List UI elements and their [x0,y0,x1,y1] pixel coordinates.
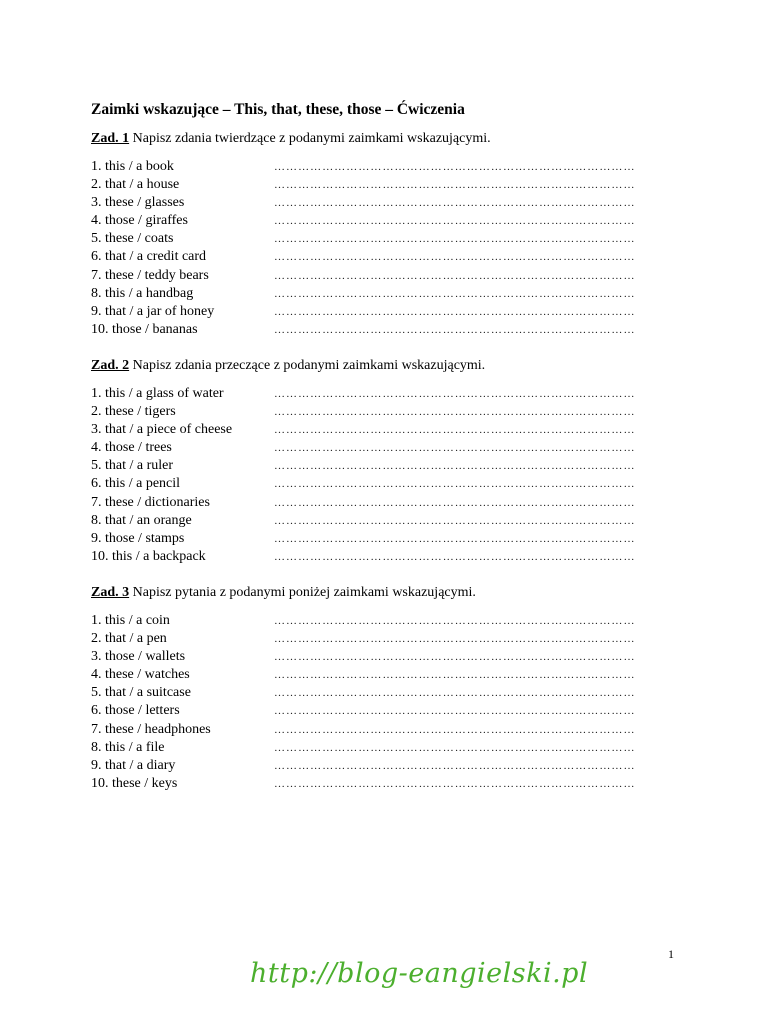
exercise-row [91,194,681,212]
answer-line[interactable]: ……………………………………………………………………………… [274,460,636,473]
item-prompt: 6. those / letters [91,703,180,719]
exercise-1 [91,129,681,339]
exercise-row [91,267,681,285]
exercise-row [91,385,681,403]
answer-line[interactable]: ……………………………………………………………………………… [274,615,636,627]
answer-line[interactable]: ……………………………………………………………………………… [274,669,636,682]
exercise-row [91,702,681,720]
exercise-row [91,158,681,176]
exercise-items [91,158,681,339]
answer-line[interactable]: ……………………………………………………………………………… [274,197,636,210]
item-prompt: 9. that / a diary [91,757,176,773]
exercise-row [91,648,681,666]
exercise-row [91,757,681,775]
answer-line[interactable]: ……………………………………………………………………………… [274,179,636,192]
item-prompt: 3. these / glasses [91,195,185,211]
exercise-instruction: Napisz zdania twierdzące z podanymi zaimkami wskazującymi. [129,131,491,146]
answer-line[interactable]: ……………………………………………………………………………… [274,305,636,318]
footer-website-link[interactable]: http://blog-eangielski.pl [250,958,589,989]
answer-line[interactable]: ……………………………………………………………………………… [274,424,636,437]
item-prompt: 8. that / an orange [91,512,192,528]
exercise-row [91,612,681,630]
answer-line[interactable]: ……………………………………………………………………………… [274,251,636,264]
exercise-items [91,612,681,793]
item-prompt: 4. those / trees [91,440,172,456]
exercise-items [91,385,681,566]
item-prompt: 9. that / a jar of honey [91,303,215,319]
item-prompt: 1. this / a glass of water [91,386,224,401]
answer-line[interactable]: ……………………………………………………………………………… [274,687,636,700]
answer-line[interactable]: ……………………………………………………………………………… [274,777,636,790]
answer-line[interactable]: ……………………………………………………………………………… [274,442,636,455]
answer-line[interactable]: ……………………………………………………………………………… [274,705,636,718]
answer-line[interactable]: ……………………………………………………………………………… [274,161,636,173]
exercise-row [91,775,681,793]
exercise-row [91,212,681,230]
exercise-instruction: Napisz pytania z podanymi poniżej zaimkami wskazującymi. [129,585,476,600]
exercise-row [91,548,681,566]
exercise-row [91,475,681,493]
item-prompt: 2. these / tigers [91,404,176,420]
item-prompt: 10. this / a backpack [91,548,206,564]
answer-line[interactable]: ……………………………………………………………………………… [274,287,636,300]
exercise-instruction: Napisz zdania przeczące z podanymi zaimkami wskazującymi. [129,358,486,373]
exercise-row [91,630,681,648]
answer-line[interactable]: ……………………………………………………………………………… [274,532,636,545]
item-prompt: 3. that / a piece of cheese [91,422,233,438]
answer-line[interactable]: ……………………………………………………………………………… [274,496,636,509]
exercise-heading [91,129,681,149]
exercise-row [91,321,681,339]
item-prompt: 6. that / a credit card [91,249,207,265]
item-prompt: 7. these / dictionaries [91,494,210,510]
exercise-row [91,421,681,439]
exercise-row [91,457,681,475]
exercise-row [91,230,681,248]
item-prompt: 7. these / headphones [91,721,211,737]
item-prompt: 1. this / a coin [91,613,170,628]
answer-line[interactable]: ……………………………………………………………………………… [274,388,636,400]
exercise-label: Zad. 2 [91,358,130,373]
answer-line[interactable]: ……………………………………………………………………………… [274,723,636,736]
item-prompt: 8. this / a handbag [91,285,194,301]
exercise-heading [91,583,681,603]
answer-line[interactable]: ……………………………………………………………………………… [274,651,636,664]
exercise-row [91,285,681,303]
item-prompt: 1. this / a book [91,159,174,174]
answer-line[interactable]: ……………………………………………………………………………… [274,478,636,491]
exercise-heading [91,356,681,376]
item-prompt: 4. those / giraffes [91,213,188,229]
exercise-2 [91,356,681,566]
exercise-row [91,721,681,739]
answer-line[interactable]: ……………………………………………………………………………… [274,269,636,282]
answer-line[interactable]: ……………………………………………………………………………… [274,406,636,419]
item-prompt: 6. this / a pencil [91,476,181,492]
item-prompt: 10. these / keys [91,775,178,791]
exercise-row [91,530,681,548]
answer-line[interactable]: ……………………………………………………………………………… [274,633,636,646]
exercise-row [91,439,681,457]
exercise-row [91,494,681,512]
exercise-label: Zad. 1 [91,131,130,146]
exercise-label: Zad. 3 [91,585,130,600]
item-prompt: 4. these / watches [91,667,190,683]
item-prompt: 5. that / a suitcase [91,685,191,701]
item-prompt: 9. those / stamps [91,530,185,546]
item-prompt: 10. those / bananas [91,321,198,337]
exercise-row [91,666,681,684]
item-prompt: 8. this / a file [91,739,165,755]
page-title: Zaimki wskazujące – This, that, these, those – Ćwiczenia [91,101,465,118]
exercise-row [91,512,681,530]
answer-line[interactable]: ……………………………………………………………………………… [274,550,636,563]
exercise-row [91,684,681,702]
answer-line[interactable]: ……………………………………………………………………………… [274,514,636,527]
answer-line[interactable]: ……………………………………………………………………………… [274,741,636,754]
answer-line[interactable]: ……………………………………………………………………………… [274,759,636,772]
item-prompt: 2. that / a house [91,177,180,193]
item-prompt: 7. these / teddy bears [91,267,209,283]
exercise-3 [91,583,681,793]
item-prompt: 5. these / coats [91,231,174,247]
item-prompt: 5. that / a ruler [91,458,174,474]
answer-line[interactable]: ……………………………………………………………………………… [274,233,636,246]
exercise-row [91,248,681,266]
item-prompt: 3. those / wallets [91,649,186,665]
exercise-row [91,303,681,321]
item-prompt: 2. that / a pen [91,631,167,647]
page-number: 1 [668,947,674,961]
exercise-row [91,176,681,194]
answer-line[interactable]: ……………………………………………………………………………… [274,215,636,228]
answer-line[interactable]: ……………………………………………………………………………… [274,323,636,336]
exercise-row [91,403,681,421]
exercise-row [91,739,681,757]
